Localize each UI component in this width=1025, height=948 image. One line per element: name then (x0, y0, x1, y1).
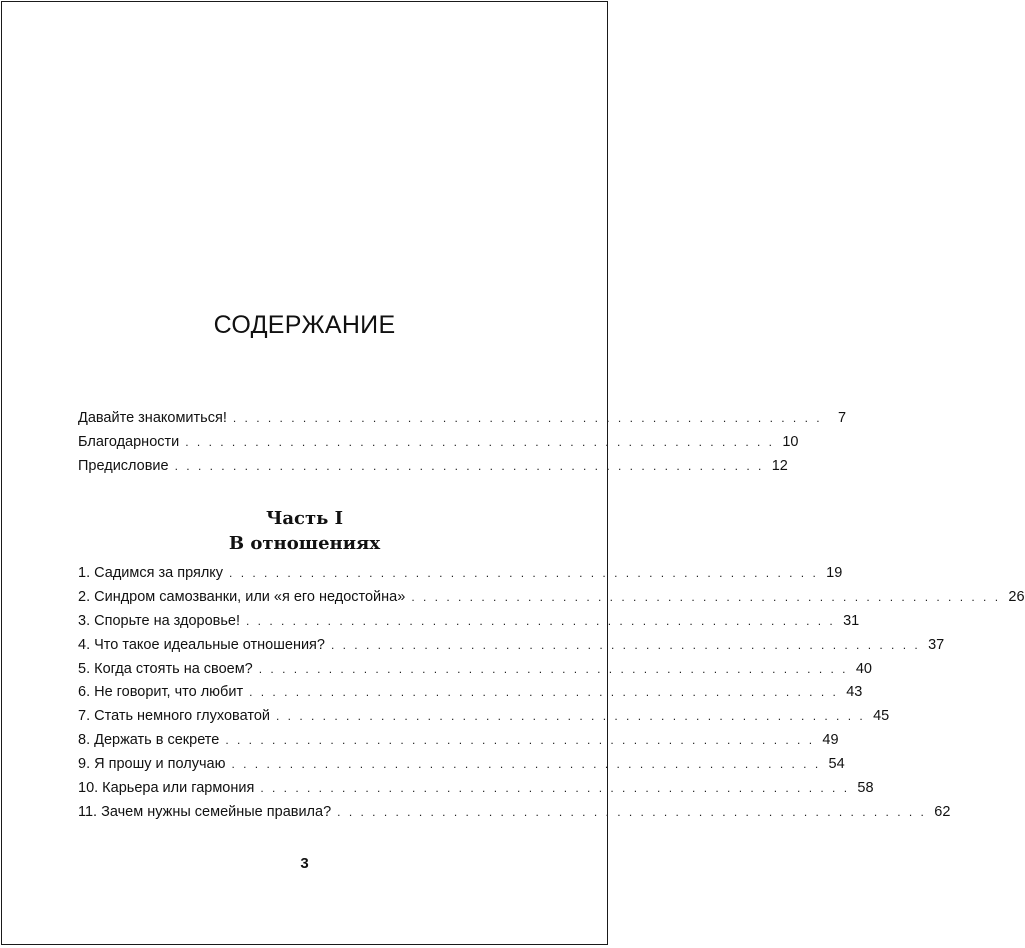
dot-leader: . . . . . . . . . . . . . . . . . . . . . . . . . . . . . . . . . . . . . . . . . . . . . . . . . . . (185, 434, 775, 449)
dot-leader: . . . . . . . . . . . . . . . . . . . . . . . . . . . . . . . . . . . . . . . . . . . . . . . . . . . (246, 613, 836, 628)
toc-entry-page: 12 (771, 457, 788, 474)
toc-entry-page: 62 (934, 803, 951, 820)
toc-entry (78, 457, 788, 482)
toc-entry-label: Давайте знакомиться! (78, 410, 233, 426)
toc-entry-label: 5. Когда стоять на своем? (78, 661, 259, 677)
toc-entry-page: 10 (782, 433, 799, 450)
toc-entry-label: 4. Что такое идеальные отношения? (78, 637, 331, 653)
toc-entry-page: 45 (873, 708, 890, 725)
toc-entry (78, 410, 847, 434)
dot-leader: . . . . . . . . . . . . . . . . . . . . . . . . . . . . . . . . . . . . . . . . . . . . . . . . . . . (232, 411, 823, 425)
toc-entry (78, 756, 845, 780)
dot-leader: . . . . . . . . . . . . . . . . . . . . . . . . . . . . . . . . . . . . . . . . . . . . . . . . . . . (174, 458, 764, 473)
toc-entry-page: 58 (857, 780, 874, 797)
toc-entry-label: 11. Зачем нужны семейные правила? (78, 804, 337, 820)
dot-leader: . . . . . . . . . . . . . . . . . . . . . . . . . . . . . . . . . . . . . . . . . . . . . . . . . . . (258, 661, 848, 676)
toc-entry-label: 2. Синдром самозванки, или «я его недостойна» (78, 589, 411, 605)
toc-entry-page: 37 (928, 636, 945, 653)
toc-entry (78, 732, 839, 756)
toc-entry (78, 433, 799, 458)
dot-leader: . . . . . . . . . . . . . . . . . . . . . . . . . . . . . . . . . . . . . . . . . . . . . . . . . . . (225, 733, 815, 748)
dot-leader: . . . . . . . . . . . . . . . . . . . . . . . . . . . . . . . . . . . . . . . . . . . . . . . . . . . (249, 685, 839, 700)
toc-entry (78, 636, 945, 661)
toc-entry-label: Благодарности (78, 434, 185, 450)
toc-entry-page: 40 (855, 660, 872, 677)
toc-entry (78, 612, 860, 637)
dot-leader: . . . . . . . . . . . . . . . . . . . . . . . . . . . . . . . . . . . . . . . . . . . . . . . . . . . (229, 566, 819, 580)
dot-leader: . . . . . . . . . . . . . . . . . . . . . . . . . . . . . . . . . . . . . . . . . . . . . . . . . . . (411, 589, 1001, 604)
toc-entry (78, 588, 1025, 613)
part-name: В отношениях (228, 533, 381, 554)
dot-leader: . . . . . . . . . . . . . . . . . . . . . . . . . . . . . . . . . . . . . . . . . . . . . . . . . . . (231, 757, 821, 772)
toc-entry-page: 7 (838, 410, 847, 426)
toc-entry-label: 8. Держать в секрете (78, 732, 225, 748)
toc-entry (78, 780, 874, 804)
toc-entry-label: 9. Я прошу и получаю (78, 756, 231, 772)
toc-entry-page: 19 (826, 565, 843, 581)
page-title: СОДЕРЖАНИЕ (213, 311, 396, 339)
toc-entry-label: 6. Не говорит, что любит (78, 684, 249, 700)
dot-leader: . . . . . . . . . . . . . . . . . . . . . . . . . . . . . . . . . . . . . . . . . . . . . . . . . . . (275, 709, 866, 724)
toc-entry-label: 10. Карьера или гармония (78, 780, 260, 796)
part-number: Часть I (265, 508, 344, 529)
toc-entry (78, 565, 843, 589)
dot-leader: . . . . . . . . . . . . . . . . . . . . . . . . . . . . . . . . . . . . . . . . . . . . . . . . . . . (330, 637, 921, 652)
toc-entry-page: 49 (822, 732, 839, 749)
toc-entry-label: 3. Спорьте на здоровье! (78, 613, 246, 629)
book-page (1, 1, 1025, 945)
page-number: 3 (300, 855, 309, 872)
toc-entry-page: 54 (828, 756, 845, 773)
toc-entry-page: 26 (1008, 588, 1025, 605)
dot-leader: . . . . . . . . . . . . . . . . . . . . . . . . . . . . . . . . . . . . . . . . . . . . . . . . . . . (260, 781, 850, 796)
toc-entry-label: 1. Садимся за прялку (78, 565, 229, 581)
toc-entry (78, 684, 863, 708)
intro-toc (78, 410, 847, 482)
dot-leader: . . . . . . . . . . . . . . . . . . . . . . . . . . . . . . . . . . . . . . . . . . . . . . . . . . . (337, 804, 927, 819)
toc-entry-page: 43 (846, 684, 863, 701)
toc-entry (78, 660, 872, 685)
toc-entry-label: Предисловие (78, 458, 175, 474)
toc-entry (78, 708, 890, 732)
toc-entry (78, 803, 951, 828)
toc-entry-label: 7. Стать немного глуховатой (78, 708, 276, 724)
toc-entry-page: 31 (843, 612, 860, 629)
chapters-toc (78, 565, 1025, 828)
